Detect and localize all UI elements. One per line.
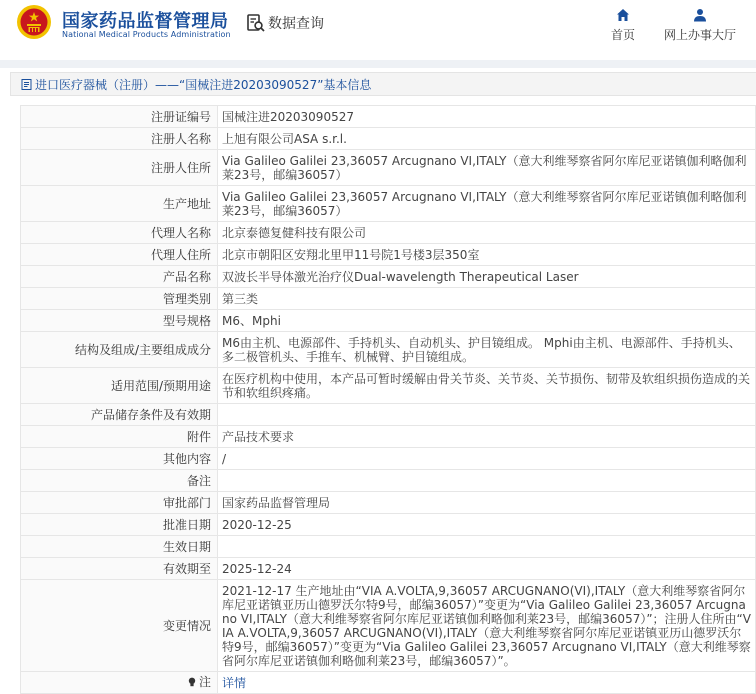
nav-home[interactable] <box>606 8 640 43</box>
change-history-value: 2021-12-17 生产地址由“VIA A.VOLTA,9,36057 ARCUGNANO(VI),ITALY（意大利维琴察省阿尔库尼亚诺镇亚历山德罗沃尔特9号，邮编36057）”变更为“Via Galileo Galilei 23,36057 Arcugnano VI,ITALY（意大利维琴察省阿尔库尼亚诺镇伽利略伽利莱23号，邮编36057）”；注册人住所由“VIA A.VOLTA,9,36057 ARCUGNANO(VI),ITALY（意大利维琴察省阿尔库尼亚诺镇亚历山德罗沃尔特9号，邮编36057）”变更为“Via Galileo Galilei 23,36057 Arcugnano VI,ITALY（意大利维琴察省阿尔库尼亚诺镇伽利略伽利莱23号，邮编36057）”。 <box>218 580 756 672</box>
site-name-en: National Medical Products Administration <box>62 30 231 39</box>
field-value: 北京市朝阳区安翔北里甲11号院1号楼3层350室 <box>218 244 756 266</box>
field-label: 结构及组成/主要组成成分 <box>21 332 218 368</box>
field-label: 产品名称 <box>21 266 218 288</box>
field-label: 注册人住所 <box>21 150 218 186</box>
field-label: 生效日期 <box>21 536 218 558</box>
table-row <box>21 244 756 266</box>
field-value: M6、Mphi <box>218 310 756 332</box>
table-row <box>21 448 756 470</box>
field-label: 型号规格 <box>21 310 218 332</box>
field-value: M6由主机、电源部件、手持机头、自动机头、护目镜组成。 Mphi由主机、电源部件、手持机头、多二极管机头、手推车、机械臂、护目镜组成。 <box>218 332 756 368</box>
table-row <box>21 404 756 426</box>
nav-online-office-label: 网上办事大厅 <box>663 28 736 42</box>
field-value: 国家药品监督管理局 <box>218 492 756 514</box>
document-search-icon <box>246 13 266 33</box>
site-header <box>0 0 756 60</box>
nav-home-label: 首页 <box>610 28 635 42</box>
field-value: 2025-12-24 <box>218 558 756 580</box>
field-label: 注册证编号 <box>21 106 218 128</box>
data-query-label: 数据查询 <box>268 16 324 32</box>
field-value: / <box>218 448 756 470</box>
field-label: 管理类别 <box>21 288 218 310</box>
breadcrumb-text: 进口医疗器械（注册）——“国械注进20203090527”基本信息 <box>35 77 372 92</box>
field-label: 代理人住所 <box>21 244 218 266</box>
device-detail-table <box>20 105 756 694</box>
field-label: 变更情况 <box>21 580 218 672</box>
field-label: 注册人名称 <box>21 128 218 150</box>
header-divider <box>0 60 756 68</box>
field-value: 上旭有限公司ASA s.r.l. <box>218 128 756 150</box>
table-row <box>21 492 756 514</box>
table-row <box>21 536 756 558</box>
national-emblem-logo-icon <box>16 4 52 40</box>
field-value: 第三类 <box>218 288 756 310</box>
field-label: 生产地址 <box>21 186 218 222</box>
table-row <box>21 128 756 150</box>
field-value: 在医疗机构中使用，本产品可暂时缓解由骨关节炎、关节炎、关节损伤、韧带及软组织损伤造成的关节和软组织疼痛。 <box>218 368 756 404</box>
table-row <box>21 310 756 332</box>
field-value: Via Galileo Galilei 23,36057 Arcugnano VI,ITALY（意大利维琴察省阿尔库尼亚诺镇伽利略伽利莱23号，邮编36057） <box>218 186 756 222</box>
breadcrumb <box>10 72 756 96</box>
data-query-link[interactable] <box>246 12 324 34</box>
note-label: 注 <box>198 675 211 689</box>
table-row <box>21 672 756 694</box>
table-row <box>21 332 756 368</box>
document-list-icon <box>21 79 32 90</box>
field-value <box>218 470 756 492</box>
table-row <box>21 150 756 186</box>
field-value: 2020-12-25 <box>218 514 756 536</box>
field-label: 批准日期 <box>21 514 218 536</box>
lightbulb-icon <box>187 677 197 687</box>
field-label: 其他内容 <box>21 448 218 470</box>
field-value: 国械注进20203090527 <box>218 106 756 128</box>
nav-online-office[interactable] <box>660 8 740 43</box>
field-value: 双波长半导体激光治疗仪Dual-wavelength Therapeutical Laser <box>218 266 756 288</box>
field-label: 有效期至 <box>21 558 218 580</box>
field-value: 产品技术要求 <box>218 426 756 448</box>
field-label: 备注 <box>21 470 218 492</box>
table-row <box>21 266 756 288</box>
field-label: 产品储存条件及有效期 <box>21 404 218 426</box>
table-row <box>21 186 756 222</box>
table-row <box>21 580 756 672</box>
table-row <box>21 222 756 244</box>
field-label: 附件 <box>21 426 218 448</box>
field-value <box>218 404 756 426</box>
table-row <box>21 558 756 580</box>
note-value-cell <box>218 672 756 694</box>
site-name-cn: 国家药品监督管理局 <box>62 11 229 32</box>
field-value: Via Galileo Galilei 23,36057 Arcugnano VI,ITALY（意大利维琴察省阿尔库尼亚诺镇伽利略伽利莱23号，邮编36057） <box>218 150 756 186</box>
field-label: 审批部门 <box>21 492 218 514</box>
table-row <box>21 470 756 492</box>
user-icon <box>693 8 707 22</box>
home-icon <box>616 8 630 22</box>
table-row <box>21 106 756 128</box>
field-label: 适用范围/预期用途 <box>21 368 218 404</box>
field-value <box>218 536 756 558</box>
table-row <box>21 514 756 536</box>
field-label: 代理人名称 <box>21 222 218 244</box>
table-row <box>21 288 756 310</box>
table-row <box>21 426 756 448</box>
table-row <box>21 368 756 404</box>
details-link[interactable]: 详情 <box>222 675 247 690</box>
field-value: 北京泰德复健科技有限公司 <box>218 222 756 244</box>
note-label-cell <box>21 672 218 694</box>
